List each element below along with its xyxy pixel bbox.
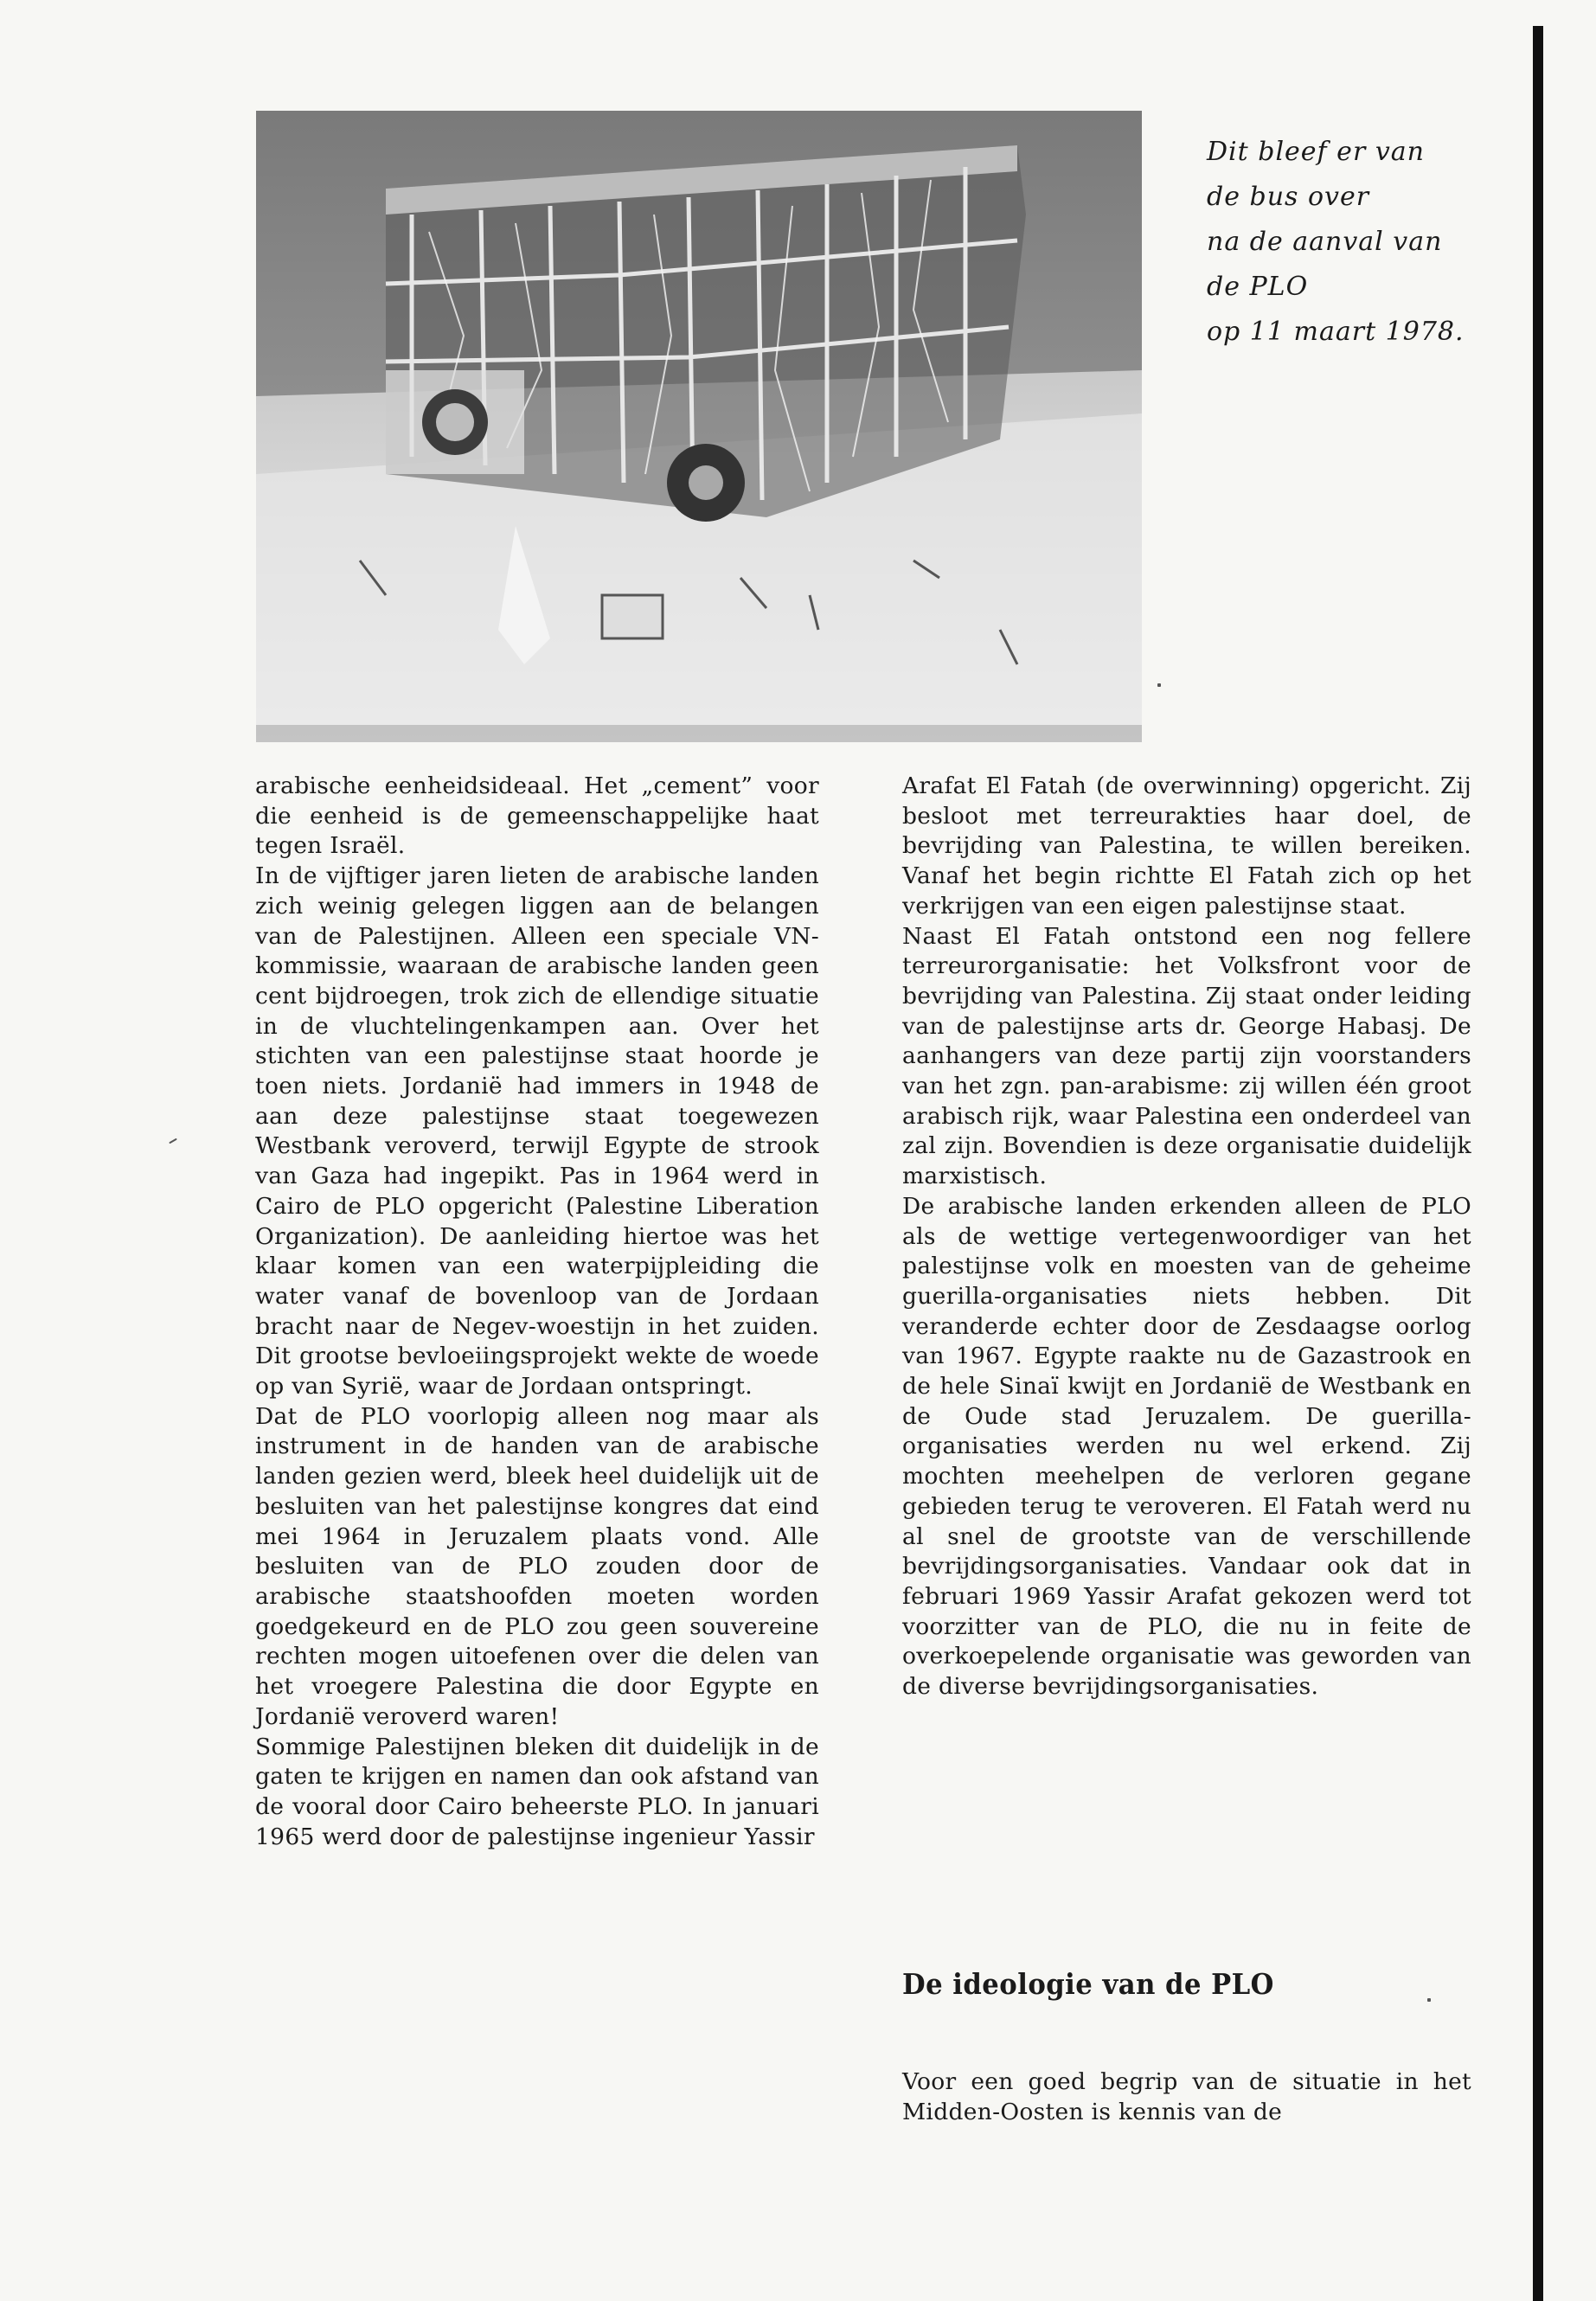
photo-caption	[1207, 130, 1492, 355]
caption-line: na de aanval van	[1207, 227, 1443, 257]
paragraph: In de vijftiger jaren lieten de arabische landen zich weinig gelegen liggen aan de belangen van de Palestijnen. Alleen een speciale VN-kommissie, waaraan de arabische landen geen cent bijdroegen, trok zich de ellendige situatie in de vluchtelingenkampen aan. Over het stichten van een palestijnse staat hoorde je toen niets. Jordanië had immers in 1948 de aan deze palestijnse staat toegewezen Westbank veroverd, terwijl Egypte de strook van Gaza had ingepikt. Pas in 1964 werd in Cairo de PLO opgericht (Palestine Liberation Organization). De aanleiding hiertoe was het klaar komen van een waterpijpleiding die water vanaf de bovenloop van de Jordaan bracht naar de Negev-woestijn in het zuiden. Dit grootse bevloeiingsprojekt wekte de woede op van Syrië, waar de Jordaan ontspringt.	[255, 862, 819, 1400]
scan-speck	[169, 1138, 177, 1144]
right-column	[902, 772, 1471, 1702]
paragraph: Arafat El Fatah (de overwinning) opgericht. Zij besloot met terreurakties haar doel, de bevrijding van Palestina, te willen bereiken. Vanaf het begin richtte El Fatah zich op het verkrijgen van een eigen palestijnse staat.	[902, 772, 1471, 920]
paragraph: arabische eenheidsideaal. Het „cement” voor die eenheid is de gemeenschappelijke haat tegen Israël.	[255, 772, 819, 860]
caption-line: de PLO	[1207, 272, 1309, 302]
paragraph: Naast El Fatah ontstond een nog fellere terreurorganisatie: het Volksfront voor de bevrijding van Palestina. Zij staat onder leiding van de palestijnse arts dr. George Habasj. De aanhangers van deze partij zijn voorstanders van het zgn. pan-arabisme: zij willen één groot arabisch rijk, waar Palestina een onderdeel van zal zijn. Bovendien is deze organisatie duidelijk marxistisch.	[902, 922, 1471, 1190]
paragraph: Sommige Palestijnen bleken dit duidelijk in de gaten te krijgen en namen dan ook afstand van de vooral door Cairo beheerste PLO. In januari 1965 werd door de palestijnse ingenieur Yassir	[255, 1733, 819, 1850]
caption-line: op 11 maart 1978.	[1207, 317, 1465, 347]
caption-line: Dit bleef er van	[1207, 137, 1425, 167]
bus-photo	[256, 111, 1142, 742]
paragraph: Dat de PLO voorlopig alleen nog maar als instrument in de handen van de arabische landen gezien werd, bleek heel duidelijk uit de besluiten van het palestijnse kongres dat eind mei 1964 in Jeruzalem plaats vond. Alle besluiten van de PLO zouden door de arabische staatshoofden moeten worden goedgekeurd en de PLO zou geen souvereine rechten mogen uitoefenen over die delen van het vroegere Palestina die door Egypte en Jordanië veroverd waren!	[255, 1402, 819, 1730]
page-edge-rule	[1533, 26, 1543, 2301]
section-heading: De ideologie van de PLO	[902, 1967, 1274, 2001]
section-intro	[902, 2067, 1471, 2127]
burnt-out-bus-icon	[256, 111, 1142, 742]
scan-speck	[1427, 1998, 1431, 2002]
scan-speck	[1157, 683, 1161, 687]
paragraph: De arabische landen erkenden alleen de PLO als de wettige vertegenwoordiger van het palestijnse volk en moesten van de geheime guerilla-organisaties niets hebben. Dit veranderde echter door de Zesdaagse oorlog van 1967. Egypte raakte nu de Gazastrook en de hele Sinaï kwijt en Jordanië de Westbank en de Oude stad Jeruzalem. De guerilla-organisaties werden nu wel erkend. Zij mochten meehelpen de verloren gegane gebieden terug te veroveren. El Fatah werd nu al snel de grootste van de verschillende bevrijdingsorganisaties. Vandaar ook dat in februari 1969 Yassir Arafat gekozen werd tot voorzitter van de PLO, die nu in feite de overkoepelende organisatie was geworden van de diverse bevrijdingsorganisaties.	[902, 1192, 1471, 1701]
left-column	[255, 772, 819, 1852]
paragraph: Voor een goed begrip van de situatie in het Midden-Oosten is kennis van de	[902, 2068, 1471, 2125]
caption-line: de bus over	[1207, 182, 1370, 212]
